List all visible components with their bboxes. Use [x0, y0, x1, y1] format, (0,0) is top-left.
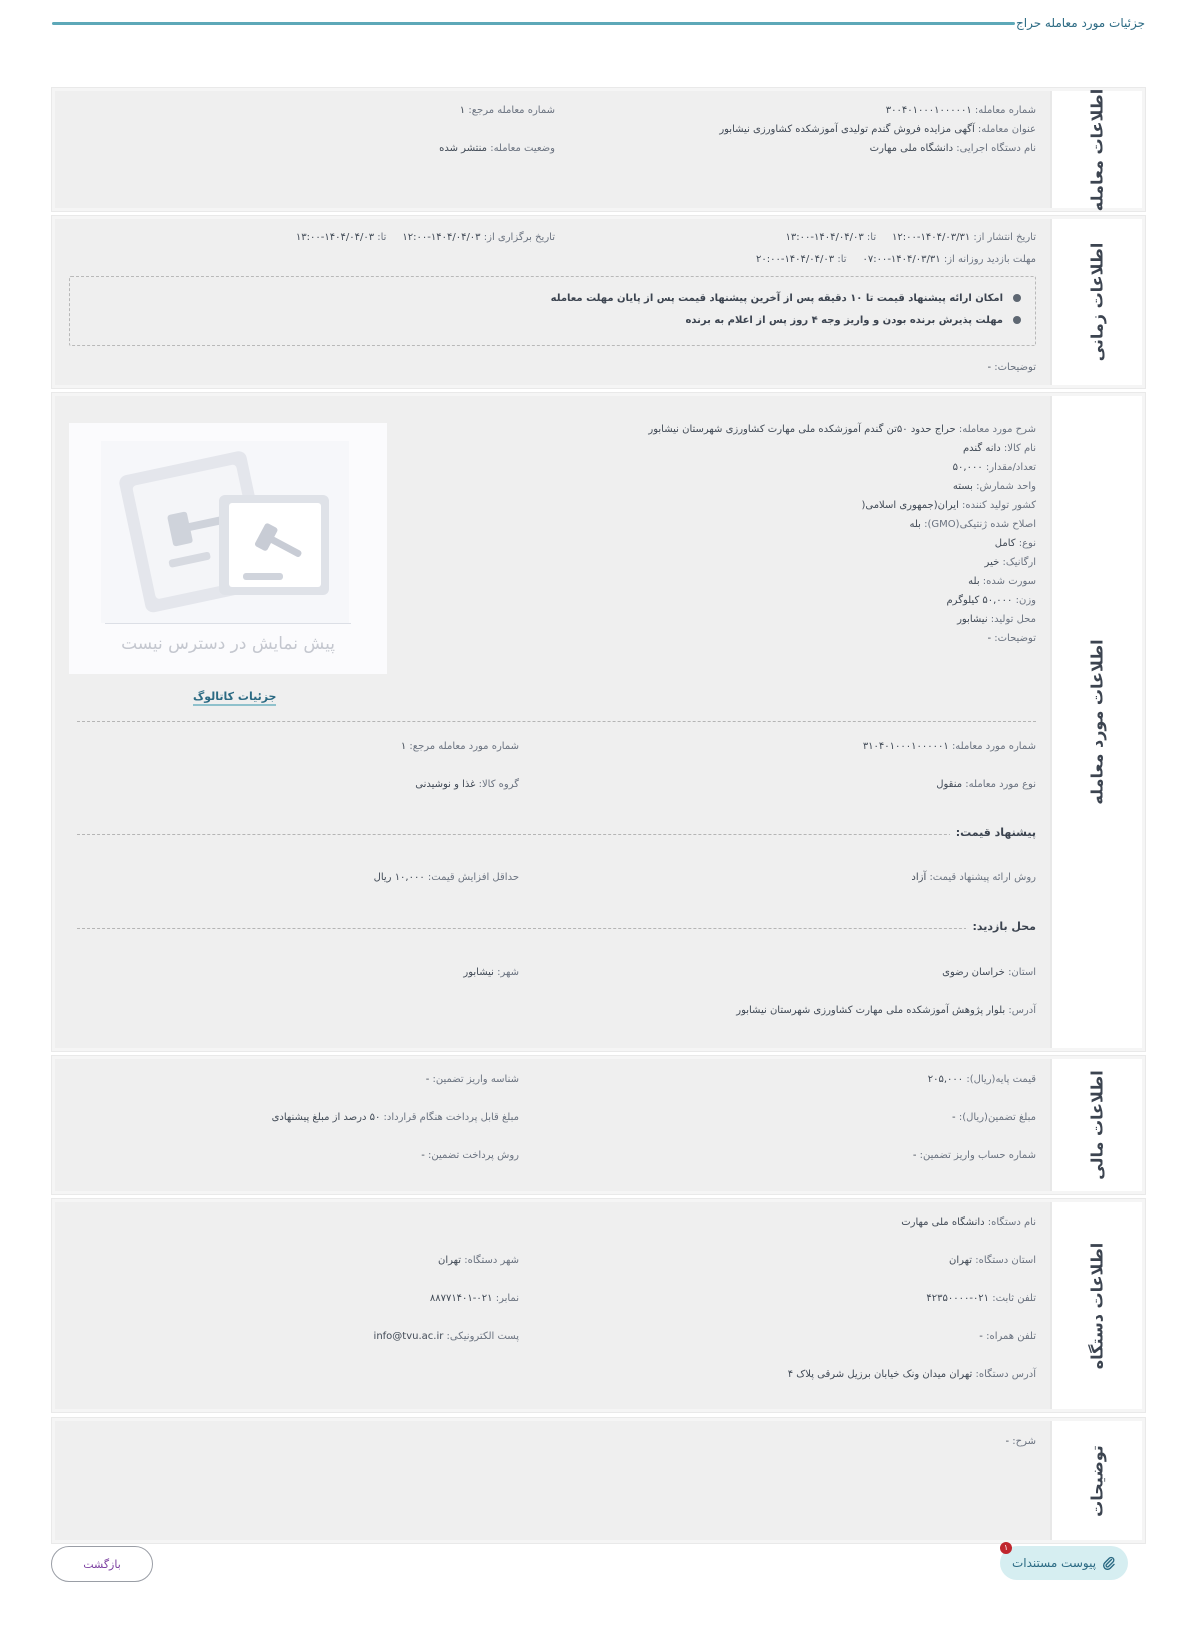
item-prop: کشور تولید کننده: ایران(جمهوری اسلامی( — [861, 500, 1036, 511]
visit-address: آدرس: بلوار پژوهش آموزشکده ملی مهارت کشاورزی شهرستان نیشابور — [736, 1005, 1036, 1016]
org-info-heading: اطلاعات دستگاه — [1050, 1202, 1142, 1409]
bullet-icon — [1013, 316, 1021, 324]
note-item: امکان ارائه پیشنهاد قیمت تا ۱۰ دقیقه پس از آخرین پیشنهاد قیمت پس از پایان مهلت معامله — [551, 293, 1021, 304]
org-mobile: تلفن همراه: - — [979, 1331, 1036, 1342]
description-heading: توضیحات — [1050, 1421, 1142, 1540]
description-section — [52, 1418, 1145, 1543]
page-title: جزئیات مورد معامله حراج — [1016, 16, 1145, 30]
bullet-icon — [1013, 294, 1021, 302]
item-prop: واحد شمارش: بسته — [952, 481, 1036, 492]
item-prop: اصلاح شده ژنتیکی(GMO): بله — [909, 519, 1036, 530]
hold-period: تاریخ برگزاری از: ۱۴۰۴/۰۴/۰۳-۱۲:۰۰ تا: ۱۴۰۴/۰۴/۰۳-۱۳:۰۰ — [295, 232, 555, 243]
item-info-section — [52, 393, 1145, 1051]
goods-group: گروه کالا: غذا و نوشیدنی — [415, 779, 519, 790]
item-ref-number: شماره مورد معامله مرجع: ۱ — [400, 741, 519, 752]
gavel-placeholder-icon — [69, 423, 387, 623]
catalog-preview — [69, 423, 387, 674]
guarantee-amount: مبلغ تضمین(ریال): - — [952, 1112, 1036, 1123]
back-button[interactable]: بازگشت — [51, 1546, 153, 1582]
description-text: شرح: - — [1005, 1436, 1036, 1447]
divider — [77, 721, 1036, 722]
guarantee-id: شناسه واریز تضمین: - — [425, 1074, 519, 1085]
bid-method: روش ارائه پیشنهاد قیمت: آزاد — [911, 872, 1036, 883]
executor: نام دستگاه اجرایی: دانشگاه ملی مهارت — [869, 143, 1036, 154]
item-number: شماره مورد معامله: ۳۱۰۴۰۱۰۰۰۱۰۰۰۰۰۱ — [862, 741, 1036, 752]
visit-province: استان: خراسان رضوی — [942, 967, 1036, 978]
contract-payment: مبلغ قابل پرداخت هنگام قرارداد: ۵۰ درصد از مبلغ پیشنهادی — [271, 1112, 519, 1123]
min-increase: حداقل افزایش قیمت: ۱۰,۰۰۰ ریال — [373, 872, 519, 883]
visit-period: مهلت بازدید روزانه از: ۱۴۰۴/۰۳/۳۱-۰۷:۰۰ تا: ۱۴۰۴/۰۴/۰۳-۲۰:۰۰ — [755, 254, 1036, 265]
page-header — [52, 12, 1145, 36]
financial-info-section — [52, 1056, 1145, 1194]
financial-info-heading: اطلاعات مالی — [1050, 1059, 1142, 1191]
org-province: استان دستگاه: تهران — [948, 1255, 1036, 1266]
base-price: قیمت پایه(ریال): ۲۰۵,۰۰۰ — [927, 1074, 1036, 1085]
deal-title: عنوان معامله: آگهی مزایده فروش گندم تولیدی آموزشکده کشاورزی نیشابور — [719, 124, 1036, 135]
header-rule — [52, 22, 1015, 25]
divider — [77, 928, 992, 929]
paperclip-icon — [1102, 1556, 1116, 1570]
item-info-heading: اطلاعات مورد معامله — [1050, 396, 1142, 1048]
note-item: مهلت پذیرش برنده بودن و واریز وجه ۴ روز پس از اعلام به برنده — [685, 315, 1021, 326]
catalog-details-link[interactable]: جزئیات کاتالوگ — [193, 690, 276, 706]
time-info-heading: اطلاعات زمانی — [1050, 219, 1142, 385]
bid-heading: پیشنهاد قیمت: — [950, 826, 1036, 839]
publish-period: تاریخ انتشار از: ۱۴۰۴/۰۳/۳۱-۱۲:۰۰ تا: ۱۴۰۴/۰۴/۰۳-۱۳:۰۰ — [785, 232, 1036, 243]
item-prop: نوع: کامل — [994, 538, 1036, 549]
attachments-button[interactable] — [1000, 1543, 1128, 1580]
org-city: شهر دستگاه: تهران — [438, 1255, 519, 1266]
org-phone: تلفن ثابت: ۰۲۱-۴۲۳۵۰۰۰۰ — [926, 1293, 1036, 1304]
org-fax: نمابر: ۰۲۱-۸۸۷۷۱۴۰۱ — [429, 1293, 519, 1304]
item-prop: سورت شده: بله — [968, 576, 1036, 587]
preview-caption: پیش نمایش در دسترس نیست — [121, 634, 335, 654]
time-description: توضیحات: - — [987, 362, 1036, 373]
org-info-section — [52, 1199, 1145, 1412]
visit-city: شهر: نیشابور — [463, 967, 519, 978]
ref-number: شماره معامله مرجع: ۱ — [459, 105, 555, 116]
guarantee-account: شماره حساب واریز تضمین: - — [912, 1150, 1036, 1161]
item-prop: توضیحات: - — [987, 633, 1036, 644]
org-address: آدرس دستگاه: تهران میدان ونک خیابان برزیل شرقی پلاک ۴ — [787, 1369, 1036, 1380]
time-info-section — [52, 216, 1145, 388]
visit-location-heading: محل بازدید: — [966, 920, 1036, 933]
attachments-count-badge: ۱ — [1000, 1542, 1012, 1554]
deal-status: وضعیت معامله: منتشر شده — [439, 143, 555, 154]
guarantee-payment-method: روش پرداخت تضمین: - — [421, 1150, 519, 1161]
divider — [77, 834, 992, 835]
org-email: پست الکترونیکی: info@tvu.ac.ir — [373, 1331, 519, 1342]
item-prop: وزن: ۵۰,۰۰۰ کیلوگرم — [946, 595, 1036, 606]
deal-info-section — [52, 88, 1145, 211]
item-prop: تعداد/مقدار: ۵۰,۰۰۰ — [952, 462, 1036, 473]
deal-notes-box — [69, 276, 1036, 346]
attachments-label: پیوست مستندات — [1011, 1556, 1097, 1570]
preview-divider — [105, 623, 351, 624]
item-prop: ارگانیک: خیر — [984, 557, 1036, 568]
item-type: نوع مورد معامله: منقول — [936, 779, 1036, 790]
deal-number: شماره معامله: ۳۰۰۴۰۱۰۰۰۱۰۰۰۰۰۱ — [885, 105, 1036, 116]
item-prop: شرح مورد معامله: حراج حدود ۵۰تن گندم آموزشکده ملی مهارت کشاورزی شهرستان نیشابور — [648, 424, 1036, 435]
item-prop: محل تولید: نیشابور — [957, 614, 1036, 625]
deal-info-heading: اطلاعات معامله — [1050, 91, 1142, 208]
org-name: نام دستگاه: دانشگاه ملی مهارت — [901, 1217, 1036, 1228]
item-prop: نام کالا: دانه گندم — [962, 443, 1036, 454]
